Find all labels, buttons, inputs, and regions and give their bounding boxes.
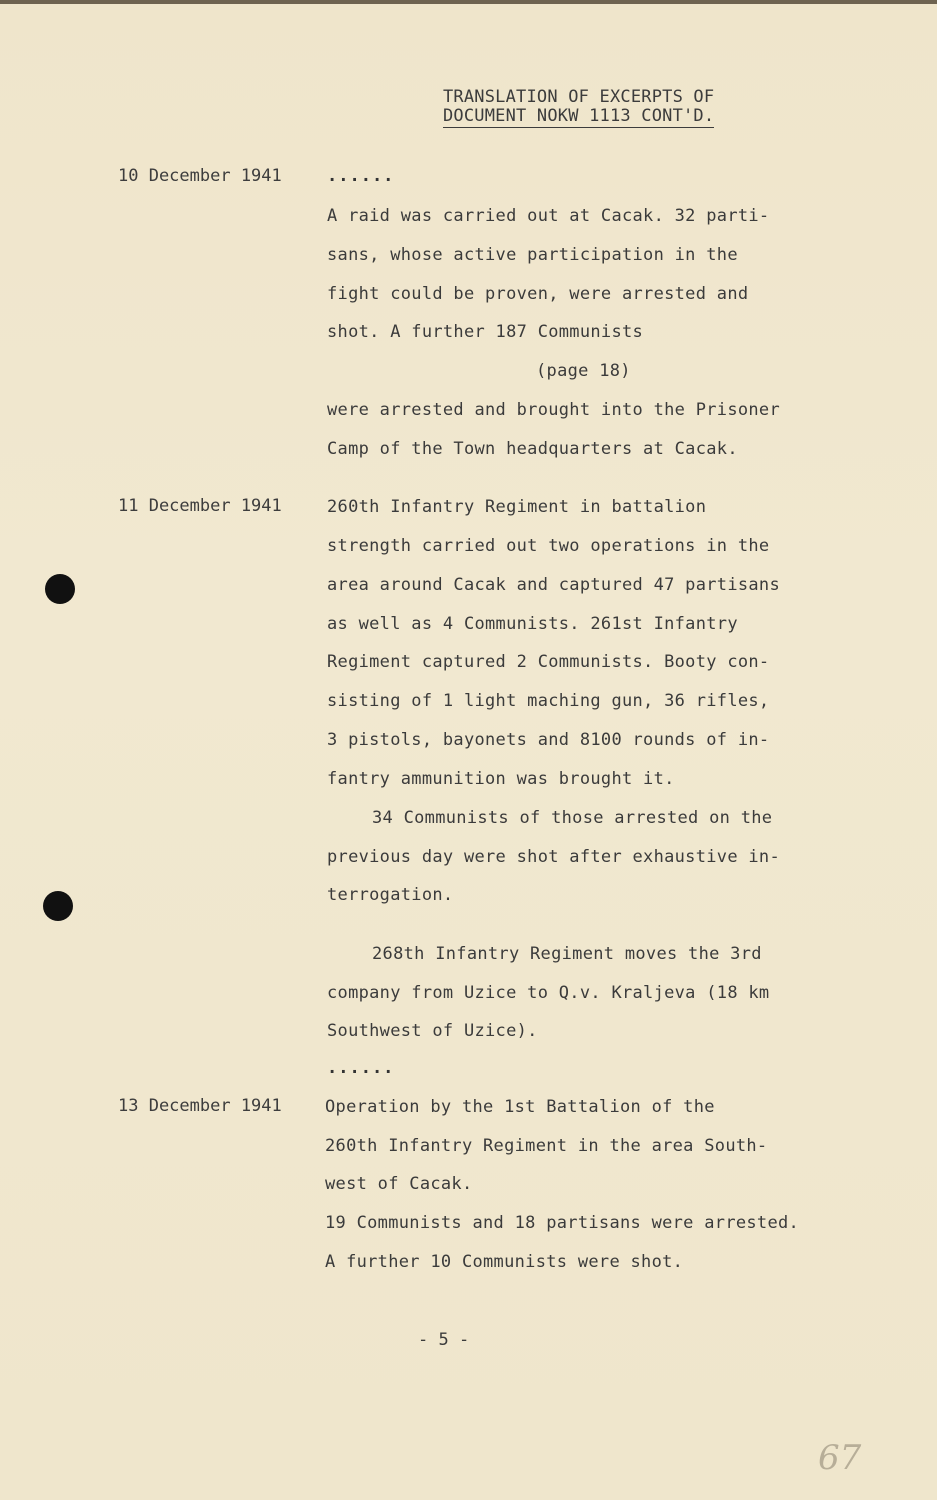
body-line: A raid was carried out at Cacak. 32 parti- — [327, 206, 770, 226]
body-line: 260th Infantry Regiment in battalion — [327, 497, 707, 517]
body-line: Camp of the Town headquarters at Cacak. — [327, 439, 738, 459]
body-line: terrogation. — [327, 885, 454, 905]
body-line: strength carried out two operations in the — [327, 536, 770, 556]
ellipsis-marker: ...... — [327, 1058, 395, 1078]
entry-date: 10 December 1941 — [118, 166, 282, 186]
punch-hole — [43, 891, 73, 921]
body-line: sisting of 1 light maching gun, 36 rifles, — [327, 691, 770, 711]
page-reference: (page 18) — [536, 361, 631, 381]
body-line: were arrested and brought into the Prisoner — [327, 400, 780, 420]
body-line: company from Uzice to Q.v. Kraljeva (18 km — [327, 983, 770, 1003]
body-line: 34 Communists of those arrested on the — [372, 808, 773, 828]
document-header — [443, 88, 714, 128]
body-line: Regiment captured 2 Communists. Booty con- — [327, 652, 770, 672]
body-line: as well as 4 Communists. 261st Infantry — [327, 614, 738, 634]
entry-date: 13 December 1941 — [118, 1096, 282, 1116]
body-line: 3 pistols, bayonets and 8100 rounds of in- — [327, 730, 770, 750]
handwritten-page-mark: 67 — [818, 1438, 862, 1478]
body-line: A further 10 Communists were shot. — [325, 1252, 684, 1272]
body-line: 268th Infantry Regiment moves the 3rd — [372, 944, 762, 964]
header-line-1: TRANSLATION OF EXCERPTS OF — [443, 87, 715, 107]
entry-date: 11 December 1941 — [118, 496, 282, 516]
body-line: 19 Communists and 18 partisans were arrested. — [325, 1213, 800, 1233]
ellipsis-marker: ...... — [327, 166, 395, 186]
page-top-edge — [0, 0, 937, 4]
body-line: Operation by the 1st Battalion of the — [325, 1097, 715, 1117]
body-line: 260th Infantry Regiment in the area South- — [325, 1136, 768, 1156]
punch-hole — [45, 574, 75, 604]
body-line: sans, whose active participation in the — [327, 245, 738, 265]
body-line: west of Cacak. — [325, 1174, 473, 1194]
page-number: - 5 - — [418, 1330, 470, 1350]
body-line: fantry ammunition was brought it. — [327, 769, 675, 789]
body-line: area around Cacak and captured 47 partisans — [327, 575, 780, 595]
body-line: Southwest of Uzice). — [327, 1021, 538, 1041]
header-line-2: DOCUMENT NOKW 1113 CONT'D. — [443, 106, 715, 126]
body-line: shot. A further 187 Communists — [327, 322, 644, 342]
body-line: fight could be proven, were arrested and — [327, 284, 749, 304]
body-line: previous day were shot after exhaustive in- — [327, 847, 780, 867]
